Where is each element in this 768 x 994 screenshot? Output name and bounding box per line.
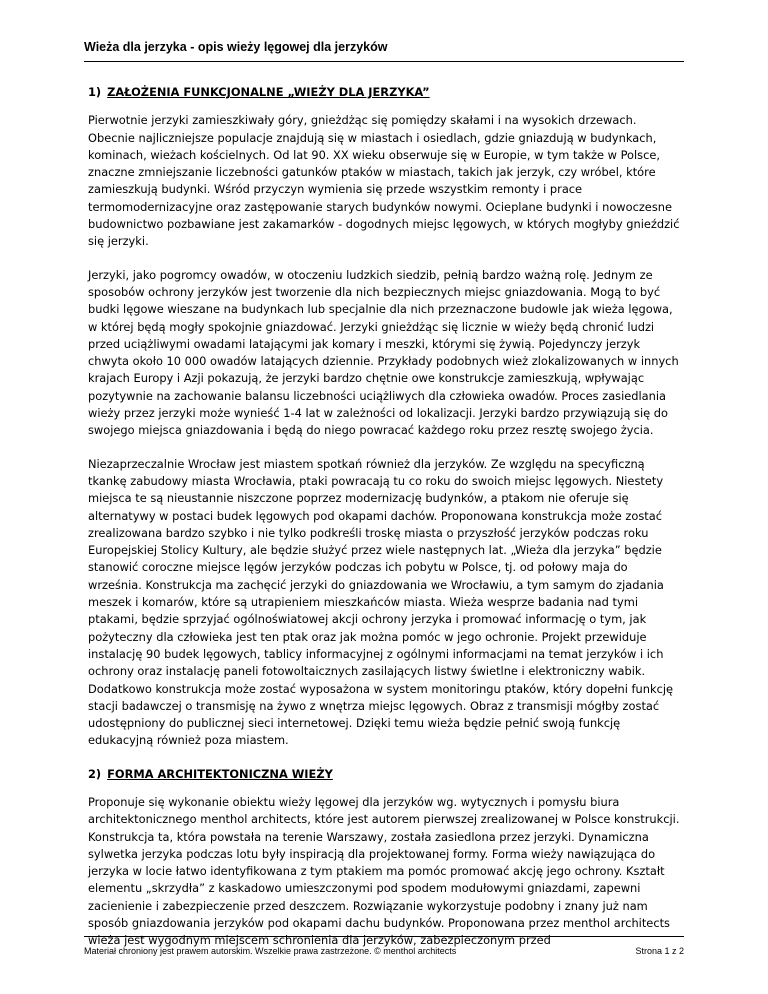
- page-number: Strona 1 z 2: [635, 946, 684, 956]
- section-title: ZAŁOŻENIA FUNKCJONALNE „WIEŻY DLA JERZYKA”: [107, 85, 430, 99]
- section-number: 1): [88, 85, 102, 99]
- paragraph: Jerzyki, jako pogromcy owadów, w otoczeniu ludzkich siedzib, pełnią bardzo ważną rolę. Jednym ze sposobów ochrony jerzyków jest tworzenie dla nich bezpiecznych miejsc gniazdowania. Mogą to być budki lęgowe wieszane na budynkach lub specjalnie dla nich przeznaczone budowle jak wieża lęgowa, w której będą mogły spokojnie gniazdować. Jerzyki gnieżdżąc się licznie w wieży będą chronić ludzi przed uciążliwymi owadami latającymi jak komary i meszki, którymi się żywią. Pojedynczy jerzyk chwyta około 10 000 owadów latających dziennie. Przykłady podobnych wież zlokalizowanych w innych krajach Europy i Azji pokazują, że jerzyki bardzo chętnie owe konstrukcje zamieszkują, wpływając pozytywnie na zachowanie balansu liczebności uciążliwych dla człowieka owadów. Proces zasiedlania wieży przez jerzyki może wynieść 1-4 lat w zależności od lokalizacji. Jerzyki bardzo przywiązują się do swojego miejsca gniazdowania i będą do niego powracać każdego roku przez resztę swojego życia.: [88, 267, 679, 438]
- header-divider: [84, 61, 684, 62]
- paragraph: Proponuje się wykonanie obiektu wieży lęgowej dla jerzyków wg. wytycznych i pomysłu biura architektonicznego menthol architects, które jest autorem pierwszej zrealizowanej w Polsce konstrukcji. Konstrukcja ta, która powstała na terenie Warszawy, została zasiedlona przez jerzyki. Dynamiczna sylwetka jerzyka podczas lotu były inspiracją dla projektowanej formy. Forma wieży nawiązująca do jerzyka w locie łatwo identyfikowana z tym ptakiem ma pomóc promować akcję jego ochrony. Kształt elementu „skrzydła” z kaskadowo umieszczonymi pod spodem modułowymi gniazdami, zapewni zacienienie i zabezpieczenie przed deszczem. Rozwiązanie wykorzystuje podobny i znany już nam sposób gniazdowania jerzyków pod okapami dachu budynków. Proponowana przez menthol architects wieża jest wygodnym miejscem schronienia dla jerzyków, zabezpieczonym przed: [88, 794, 680, 948]
- document-body: [88, 84, 684, 966]
- footer-divider: [84, 936, 684, 937]
- section-heading-1: [88, 84, 684, 101]
- page-footer: [84, 946, 684, 956]
- section-number: 2): [88, 766, 102, 781]
- copyright-notice: Materiał chroniony jest prawem autorskim. Wszelkie prawa zastrzeżone. © menthol architects: [84, 946, 457, 956]
- page-header: Wieża dla jerzyka - opis wieży lęgowej dla jerzyków: [84, 40, 388, 54]
- paragraph: Pierwotnie jerzyki zamieszkiwały góry, gnieżdżąc się pomiędzy skałami i na wysokich drzewach. Obecnie najliczniejsze populacje znajdują się w miastach i osiedlach, gdzie gniazdują w budynkach, kominach, wieżach kościelnych. Od lat 90. XX wieku obserwuje się w Europie, w tym także w Polsce, znaczne zmniejszanie liczebności gatunków ptaków w miastach, takich jak jerzyk, czy wróbel, które zamieszkują budynki. Wśród przyczyn wymienia się przede wszystkim remonty i prace termomodernizacyjne oraz zastępowanie starych budynków nowymi. Ocieplane budynki i nowoczesne budownictwo pozbawiane jest zakamarków - dogodnych miejsc lęgowych, w których mogłyby gnieździć się jerzyki.: [88, 113, 680, 249]
- section-heading-2: [88, 766, 684, 783]
- paragraph: Niezaprzeczalnie Wrocław jest miastem spotkań również dla jerzyków. Ze względu na specyficzną tkankę zabudowy miasta Wrocławia, ptaki powracają tu co roku do swoich miejsc lęgowych. Niestety miejsca te są nieustannie niszczone poprzez modernizację budynków, a ptakom nie oferuje się alternatywy w postaci budek lęgowych pod okapami dachów. Proponowana konstrukcja może zostać zrealizowana bardzo szybko i nie tylko podkreśli troskę miasta o przyszłość jerzyków podczas roku Europejskiej Stolicy Kultury, ale będzie służyć przez wiele następnych lat. „Wieża dla jerzyka” będzie stanowić coroczne miejsce lęgów jerzyków podczas ich pobytu w Polsce, tj. od połowy maja do września. Konstrukcja ma zachęcić jerzyki do gniazdowania we Wrocławiu, a tym samym do zjadania meszek i komarów, które są utrapieniem mieszkańców miasta. Wieża wesprze badania nad tymi ptakami, będzie sprzyjać ogólnoświatowej akcji ochrony jerzyka i promować informację o tym, jak pożyteczny dla człowieka jest ten ptak oraz jak można pomóc w jego ochronie. Projekt przewiduje instalację 90 budek lęgowych, tablicy informacyjnej z ogólnymi informacjami na temat jerzyków i ich ochrony oraz instalację paneli fotowoltaicznych zasilających listwy świetlne i elektroniczny wabik. Dodatkowo konstrukcja może zostać wyposażona w system monitoringu ptaków, który dopełni funkcję stacji badawczej o transmisję na żywo z wnętrza miejsc lęgowych. Obraz z transmisji mógłby zostać udostępniony do publicznej sieci internetowej. Dzięki temu wieża będzie pełnić swoją funkcję edukacyjną również poza miastem.: [88, 456, 673, 748]
- section-title: FORMA ARCHITEKTONICZNA WIEŻY: [107, 766, 333, 781]
